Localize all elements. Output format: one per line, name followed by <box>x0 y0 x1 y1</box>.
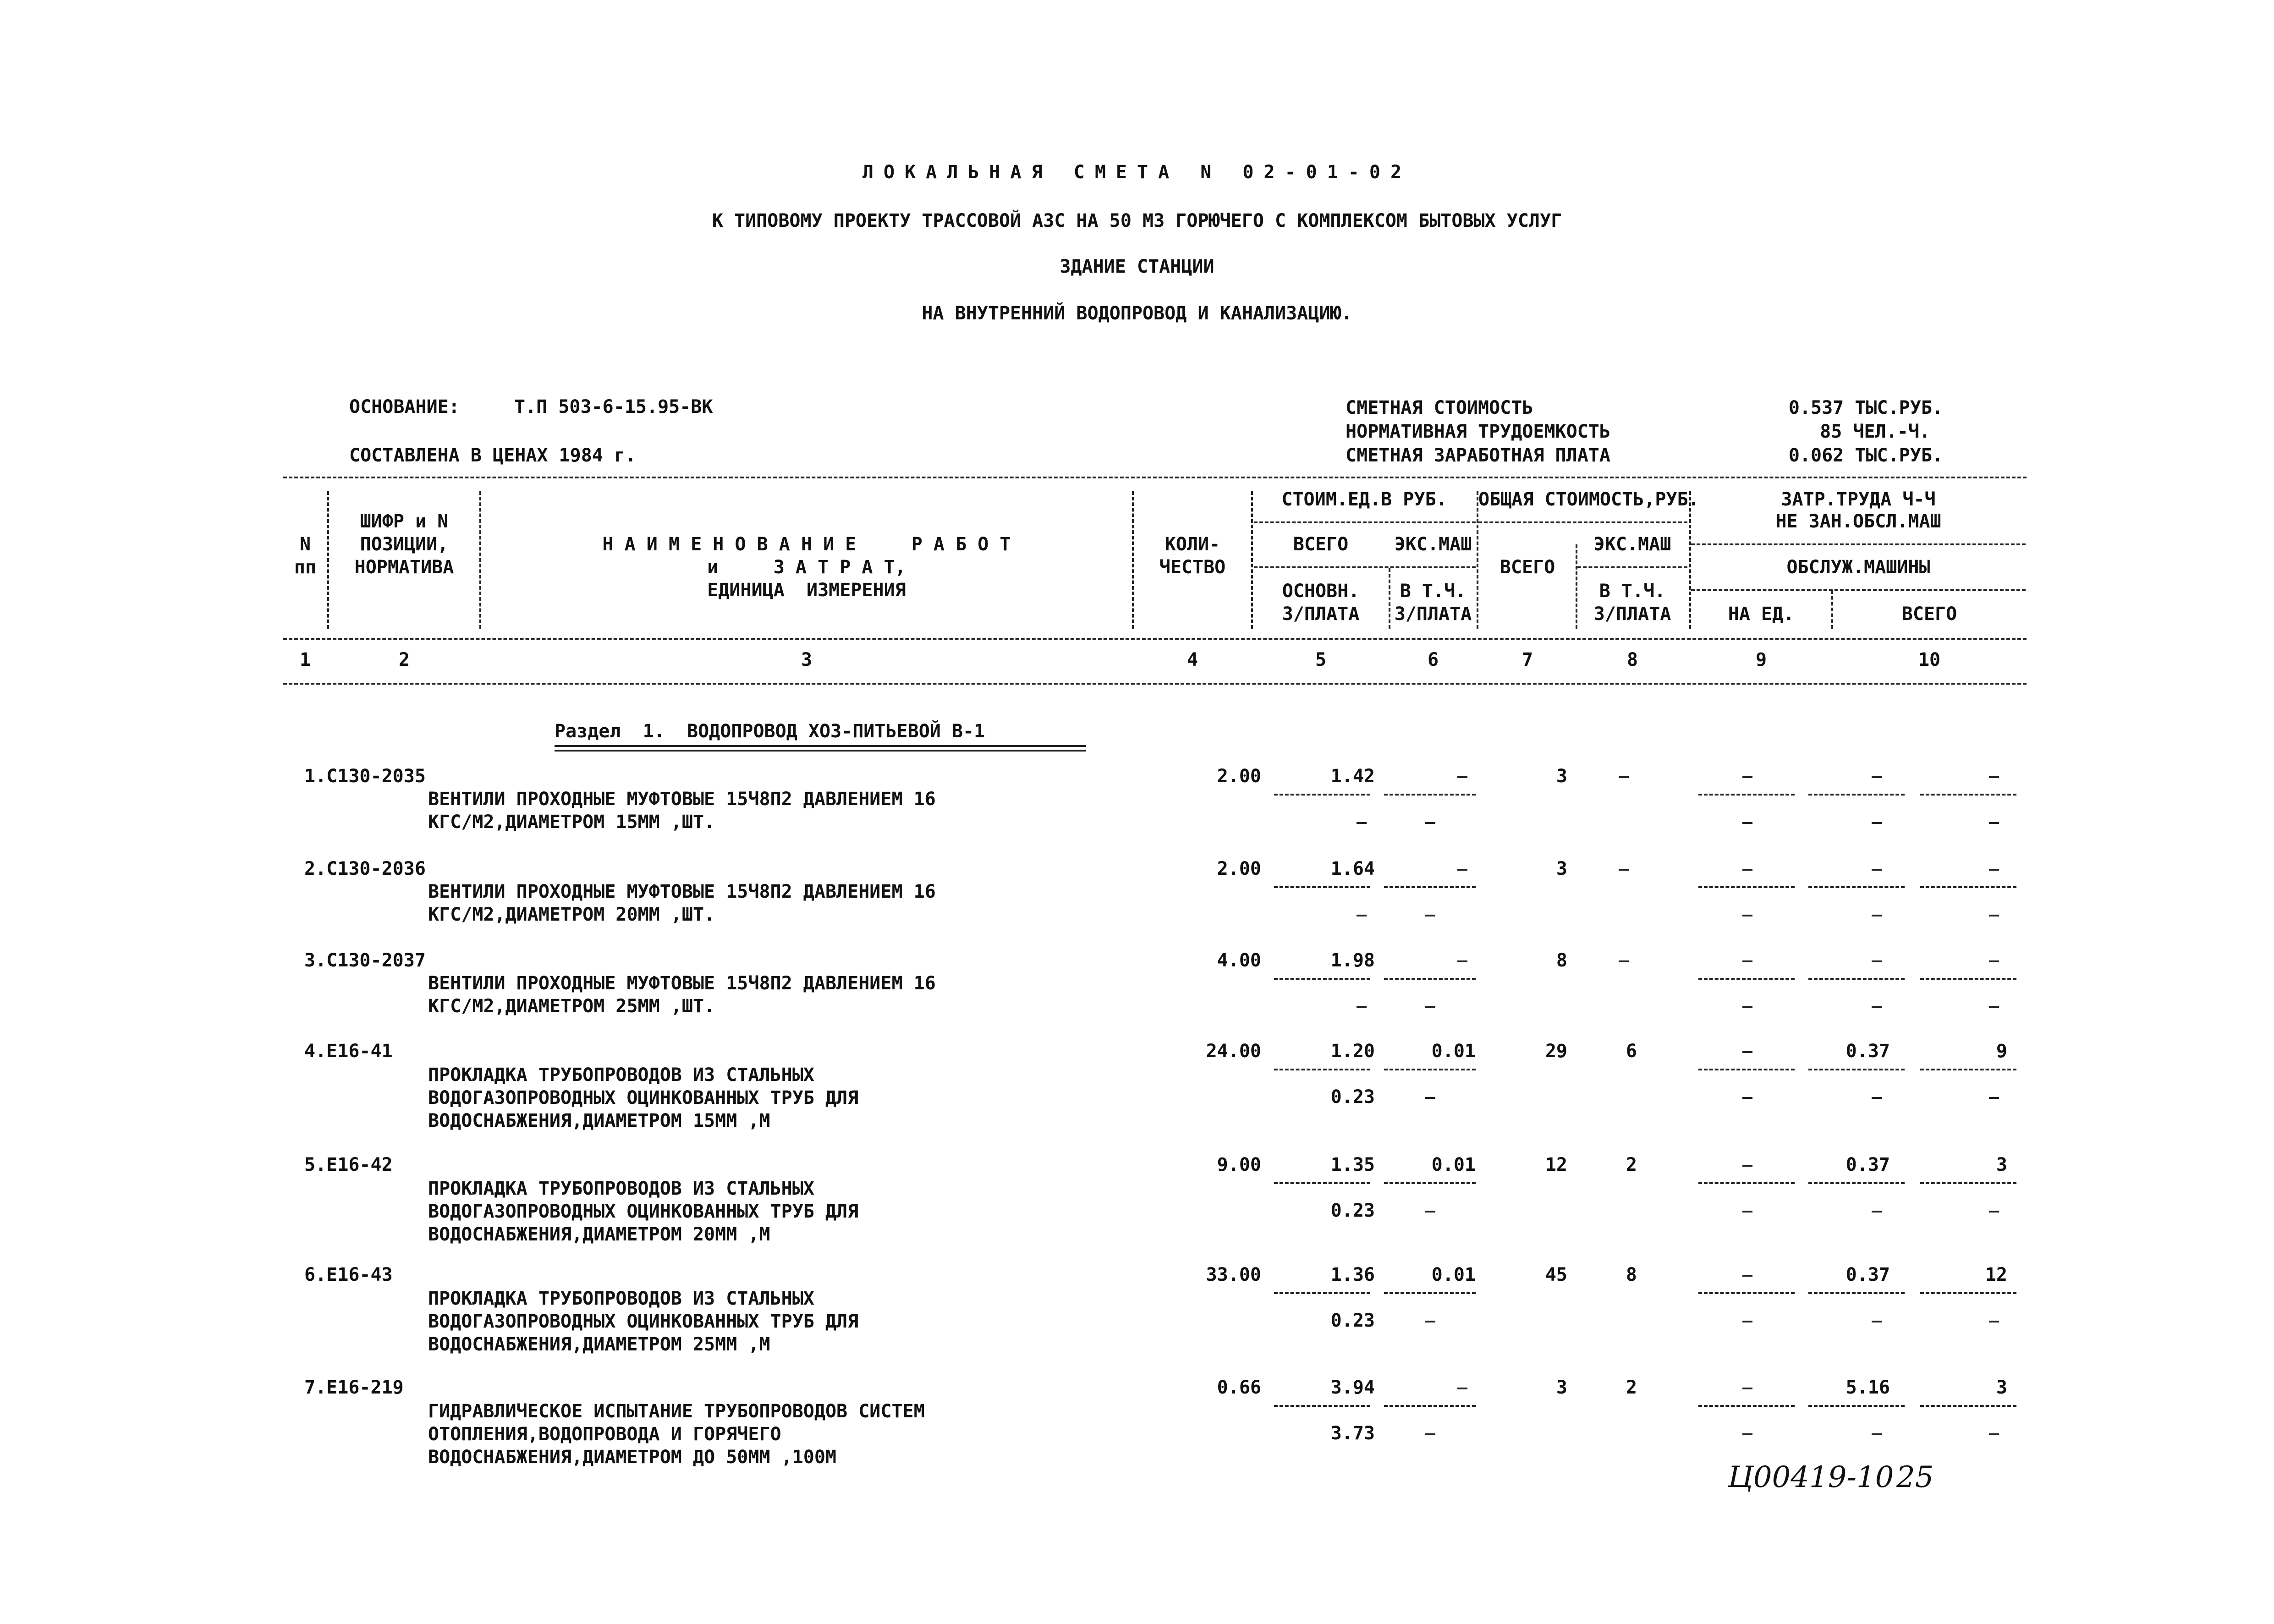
row-unit-machines: 0.01 <box>1431 1264 1476 1285</box>
row-name-line: КГС/М2,ДИАМЕТРОМ 15ММ ,ШТ. <box>428 812 715 833</box>
column-number: 3 <box>801 649 813 670</box>
row-quantity: 9.00 <box>1217 1154 1261 1175</box>
row-name-line: ВОДОГАЗОПРОВОДНЫХ ОЦИНКОВАННЫХ ТРУБ ДЛЯ <box>428 1311 859 1332</box>
row-unit-total: 3.94 <box>1330 1377 1375 1398</box>
row-unit-base-wage: 0.23 <box>1330 1310 1375 1331</box>
row-total-wage: 2 <box>1626 1377 1637 1398</box>
labor-group-header: ЗАТР.ТРУДА Ч-Ч <box>1781 489 1936 510</box>
row-name-line: ВОДОГАЗОПРОВОДНЫХ ОЦИНКОВАННЫХ ТРУБ ДЛЯ <box>428 1087 859 1108</box>
row-code: 4.Е16-41 <box>304 1041 393 1062</box>
col2-header: ШИФР и N <box>360 511 449 532</box>
cell-split-rule <box>1274 1182 1370 1184</box>
cell-split-rule <box>1274 978 1370 980</box>
column-number: 1 <box>299 649 311 670</box>
header-inner-rule <box>1691 543 2026 545</box>
row-name-line: ПРОКЛАДКА ТРУБОПРОВОДОВ ИЗ СТАЛЬНЫХ <box>428 1064 814 1086</box>
row-unit-machines: 0.01 <box>1431 1154 1476 1175</box>
labor-per-unit-header: НА ЕД. <box>1728 604 1795 625</box>
column-number: 7 <box>1521 649 1533 670</box>
row-unit-total: 1.20 <box>1330 1041 1375 1062</box>
row-unit-total: 1.64 <box>1330 858 1375 879</box>
page-title: ЛОКАЛЬНАЯ СМЕТА N 02-01-02 <box>862 162 1412 183</box>
row-name-line: ВЕНТИЛИ ПРОХОДНЫЕ МУФТОВЫЕ 15Ч8П2 ДАВЛЕНИЕМ 16 <box>428 789 936 810</box>
unit-base-wage-header: ОСНОВН. <box>1282 581 1360 602</box>
row-quantity: 2.00 <box>1217 858 1261 879</box>
cell-split-rule <box>1698 978 1795 980</box>
labor-subgroup-header: НЕ ЗАН.ОБСЛ.МАШ <box>1775 511 1941 532</box>
labor-intensity-label: НОРМАТИВНАЯ ТРУДОЕМКОСТЬ <box>1346 421 1610 442</box>
cell-split-rule <box>1274 1405 1370 1407</box>
row-unit-total: 1.36 <box>1330 1264 1375 1285</box>
row-code: 7.Е16-219 <box>304 1377 404 1398</box>
cell-split-rule <box>1384 1182 1476 1184</box>
cell-split-rule <box>1920 978 2016 980</box>
cell-split-rule <box>1920 794 2016 796</box>
row-quantity: 33.00 <box>1206 1264 1261 1285</box>
row-labor-per-unit: 0.37 <box>1846 1264 1890 1285</box>
row-name-line: ВОДОСНАБЖЕНИЯ,ДИАМЕТРОМ ДО 50ММ ,100М <box>428 1447 837 1468</box>
row-total: 29 <box>1545 1041 1567 1062</box>
numbers-bottom-rule <box>283 683 2027 685</box>
row-total: 3 <box>1556 1377 1567 1398</box>
row-labor-total: 12 <box>1985 1264 2007 1285</box>
cell-split-rule <box>1698 1405 1795 1407</box>
cell-split-rule <box>1384 978 1476 980</box>
cell-split-rule <box>1274 1069 1370 1070</box>
col1-header: N <box>299 534 311 555</box>
cell-split-rule <box>1274 794 1370 796</box>
cell-split-rule <box>1698 1292 1795 1294</box>
cell-split-rule <box>1698 794 1795 796</box>
unit-total-header: ВСЕГО <box>1293 534 1349 555</box>
estimated-cost-value: 0.537 ТЫС.РУБ. <box>1788 397 1943 418</box>
row-quantity: 24.00 <box>1206 1041 1261 1062</box>
row-name-line: ВОДОГАЗОПРОВОДНЫХ ОЦИНКОВАННЫХ ТРУБ ДЛЯ <box>428 1201 859 1222</box>
cell-split-rule <box>1698 1069 1795 1070</box>
cell-split-rule <box>1384 1405 1476 1407</box>
cell-split-rule <box>1920 1182 2016 1184</box>
total-cost-group-header: ОБЩАЯ СТОИМОСТЬ,РУБ. <box>1478 489 1699 510</box>
row-labor-per-unit: 5.16 <box>1846 1377 1890 1398</box>
cell-split-rule <box>1808 1182 1905 1184</box>
unit-machine-wage-header: В Т.Ч. <box>1400 581 1467 602</box>
cell-split-rule <box>1274 886 1370 888</box>
row-quantity: 4.00 <box>1217 950 1261 971</box>
row-name-line: ПРОКЛАДКА ТРУБОПРОВОДОВ ИЗ СТАЛЬНЫХ <box>428 1178 814 1199</box>
table-top-rule <box>283 477 2027 478</box>
col3-header: Н А И М Е Н О В А Н И Е Р А Б О Т <box>602 534 1011 555</box>
row-code: 3.С130-2037 <box>304 950 426 971</box>
row-labor-per-unit: 0.37 <box>1846 1154 1890 1175</box>
basis-value: Т.П 503-6-15.95-ВК <box>514 396 713 417</box>
row-unit-total: 1.98 <box>1330 950 1375 971</box>
row-name-line: ВЕНТИЛИ ПРОХОДНЫЕ МУФТОВЫЕ 15Ч8П2 ДАВЛЕНИЕМ 16 <box>428 973 936 994</box>
row-code: 2.С130-2036 <box>304 858 426 879</box>
cell-split-rule <box>1808 978 1905 980</box>
row-unit-machines: 0.01 <box>1431 1041 1476 1062</box>
row-name-line: ВЕНТИЛИ ПРОХОДНЫЕ МУФТОВЫЕ 15Ч8П2 ДАВЛЕНИЕМ 16 <box>428 881 936 902</box>
row-unit-base-wage: 0.23 <box>1330 1200 1375 1221</box>
row-total: 12 <box>1545 1154 1567 1175</box>
cell-split-rule <box>1808 886 1905 888</box>
row-total-wage: 6 <box>1626 1041 1637 1062</box>
estimated-wage-label: СМЕТНАЯ ЗАРАБОТНАЯ ПЛАТА <box>1346 445 1610 466</box>
header-inner-rule <box>1478 521 1687 523</box>
prices-note: СОСТАВЛЕНА В ЦЕНАХ 1984 г. <box>349 445 637 466</box>
row-labor-total: 3 <box>1996 1154 2007 1175</box>
header-bottom-rule <box>283 638 2027 640</box>
subtitle-building: ЗДАНИЕ СТАНЦИИ <box>1060 256 1214 277</box>
cell-split-rule <box>1808 1069 1905 1070</box>
row-unit-base-wage: 0.23 <box>1330 1086 1375 1108</box>
cell-split-rule <box>1808 1292 1905 1294</box>
col2-header: ПОЗИЦИИ, <box>360 534 449 555</box>
row-name-line: КГС/М2,ДИАМЕТРОМ 20ММ ,ШТ. <box>428 904 715 925</box>
col2-header: НОРМАТИВА <box>354 557 454 578</box>
basis-label: ОСНОВАНИЕ: <box>349 396 460 417</box>
cell-split-rule <box>1384 1069 1476 1070</box>
row-unit-total: 1.42 <box>1330 766 1375 787</box>
column-number: 4 <box>1186 649 1198 670</box>
cell-split-rule <box>1384 886 1476 888</box>
cell-split-rule <box>1920 1069 2016 1070</box>
subtitle-project: К ТИПОВОМУ ПРОЕКТУ ТРАССОВОЙ АЗС НА 50 М3 ГОРЮЧЕГО С КОМПЛЕКСОМ БЫТОВЫХ УСЛУГ <box>712 210 1562 231</box>
row-total: 45 <box>1545 1264 1567 1285</box>
labor-intensity-value: 85 ЧЕЛ.-Ч. <box>1820 421 1930 442</box>
col1-header: пп <box>294 557 317 578</box>
row-name-line: ВОДОСНАБЖЕНИЯ,ДИАМЕТРОМ 20ММ ,М <box>428 1224 770 1245</box>
cell-split-rule <box>1808 1405 1905 1407</box>
row-quantity: 0.66 <box>1217 1377 1261 1398</box>
row-code: 1.С130-2035 <box>304 766 426 787</box>
header-inner-rule <box>1691 589 2026 591</box>
handwritten-page-number: 25 <box>1896 1460 1934 1494</box>
cell-split-rule <box>1384 794 1476 796</box>
unit-machines-header: ЭКС.МАШ <box>1394 534 1472 555</box>
section-underline <box>555 745 1086 752</box>
estimated-wage-value: 0.062 ТЫС.РУБ. <box>1788 445 1943 466</box>
unit-machine-wage-header: З/ПЛАТА <box>1394 604 1472 625</box>
col3-header: ЕДИНИЦА ИЗМЕРЕНИЯ <box>707 580 906 601</box>
row-total-wage: 2 <box>1626 1154 1637 1175</box>
row-name-line: ОТОПЛЕНИЯ,ВОДОПРОВОДА И ГОРЯЧЕГО <box>428 1424 781 1445</box>
row-labor-total: 9 <box>1996 1041 2007 1062</box>
cell-split-rule <box>1698 886 1795 888</box>
column-number: 5 <box>1315 649 1327 670</box>
row-total-wage: 8 <box>1626 1264 1637 1285</box>
row-unit-base-wage: 3.73 <box>1330 1423 1375 1444</box>
col4-header: ЧЕСТВО <box>1159 557 1226 578</box>
handwritten-code: Ц00419-10 <box>1728 1460 1894 1494</box>
row-name-line: КГС/М2,ДИАМЕТРОМ 25ММ ,ШТ. <box>428 996 715 1017</box>
header-inner-rule <box>1577 566 1687 568</box>
total-machine-wage-header: З/ПЛАТА <box>1593 604 1671 625</box>
cell-split-rule <box>1384 1292 1476 1294</box>
row-name-line: ВОДОСНАБЖЕНИЯ,ДИАМЕТРОМ 25ММ ,М <box>428 1334 770 1355</box>
col4-header: КОЛИ- <box>1164 534 1220 555</box>
cell-split-rule <box>1274 1292 1370 1294</box>
total-all-header: ВСЕГО <box>1500 557 1555 578</box>
total-machines-header: ЭКС.МАШ <box>1593 534 1671 555</box>
row-total: 3 <box>1556 766 1567 787</box>
cell-split-rule <box>1808 794 1905 796</box>
row-name-line: ГИДРАВЛИЧЕСКОЕ ИСПЫТАНИЕ ТРУБОПРОВОДОВ СИСТЕМ <box>428 1401 925 1422</box>
total-machine-wage-header: В Т.Ч. <box>1599 581 1666 602</box>
unit-cost-group-header: СТОИМ.ЕД.В РУБ. <box>1281 489 1447 510</box>
col3-header: и З А Т Р А Т, <box>707 557 906 578</box>
unit-base-wage-header: З/ПЛАТА <box>1282 604 1360 625</box>
row-code: 6.Е16-43 <box>304 1264 393 1285</box>
row-code: 5.Е16-42 <box>304 1154 393 1175</box>
row-name-line: ПРОКЛАДКА ТРУБОПРОВОДОВ ИЗ СТАЛЬНЫХ <box>428 1288 814 1309</box>
row-name-line: ВОДОСНАБЖЕНИЯ,ДИАМЕТРОМ 15ММ ,М <box>428 1110 770 1131</box>
section-title: Раздел 1. ВОДОПРОВОД ХОЗ-ПИТЬЕВОЙ В-1 <box>555 721 985 742</box>
row-total: 8 <box>1556 950 1567 971</box>
labor-service-header: ОБСЛУЖ.МАШИНЫ <box>1786 557 1930 578</box>
cell-split-rule <box>1920 1405 2016 1407</box>
row-labor-per-unit: 0.37 <box>1846 1041 1890 1062</box>
column-number: 10 <box>1918 649 1941 670</box>
column-number: 8 <box>1626 649 1638 670</box>
subtitle-scope: НА ВНУТРЕННИЙ ВОДОПРОВОД И КАНАЛИЗАЦИЮ. <box>922 303 1352 324</box>
cell-split-rule <box>1698 1182 1795 1184</box>
header-inner-rule <box>1254 566 1476 568</box>
cell-split-rule <box>1920 1292 2016 1294</box>
cell-split-rule <box>1920 886 2016 888</box>
labor-total-header: ВСЕГО <box>1901 604 1957 625</box>
row-quantity: 2.00 <box>1217 766 1261 787</box>
header-inner-rule <box>1254 521 1476 523</box>
row-labor-total: 3 <box>1996 1377 2007 1398</box>
row-total: 3 <box>1556 858 1567 879</box>
column-number: 2 <box>398 649 410 670</box>
estimated-cost-label: СМЕТНАЯ СТОИМОСТЬ <box>1346 397 1533 418</box>
column-number: 9 <box>1755 649 1767 670</box>
column-number: 6 <box>1427 649 1439 670</box>
row-unit-total: 1.35 <box>1330 1154 1375 1175</box>
